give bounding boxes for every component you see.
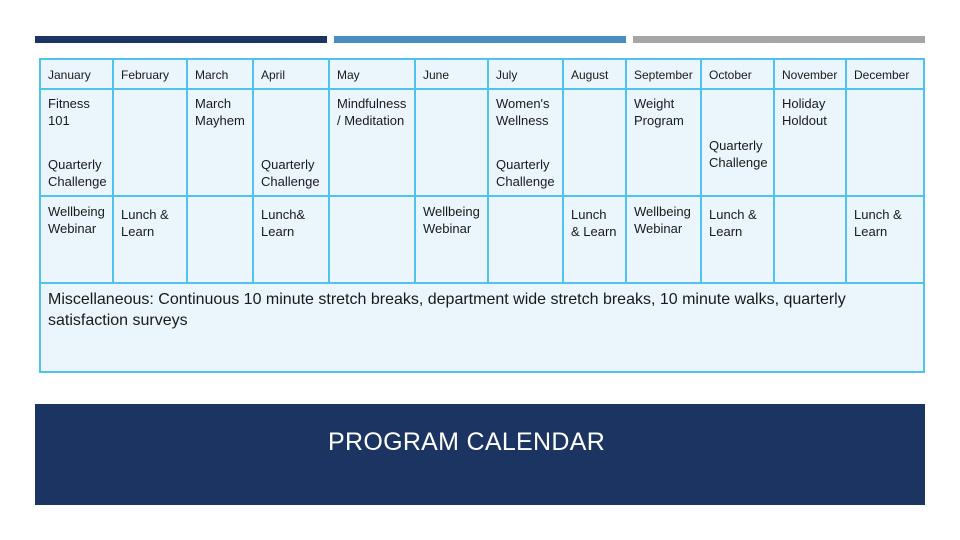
- cell-september-row2: [626, 196, 701, 283]
- program-holiday-holdout: Holiday Holdout: [782, 96, 827, 128]
- cell-august-row2: [563, 196, 626, 283]
- program-quarterly-challenge: Quarterly Challenge: [261, 157, 320, 189]
- month-header-march: March: [187, 59, 253, 89]
- program-womens-wellness: Women's Wellness: [496, 96, 550, 128]
- program-lunch-and-learn: Lunch & Learn: [709, 207, 757, 239]
- cell-september-row1: [626, 89, 701, 196]
- title-banner: [35, 404, 925, 505]
- program-lunch-and-learn: Lunch & Learn: [121, 207, 169, 239]
- cell-february-row2: [113, 196, 187, 283]
- month-header-january: January: [40, 59, 113, 89]
- program-wellbeing-webinar: Wellbeing Webinar: [423, 204, 480, 236]
- month-header-may: May: [329, 59, 415, 89]
- cell-december-row1: [846, 89, 924, 196]
- cell-march-row1: [187, 89, 253, 196]
- program-row-2: [40, 196, 924, 283]
- program-weight-program: Weight Program: [634, 96, 684, 128]
- accent-bar-navy: [35, 36, 327, 43]
- program-quarterly-challenge: Quarterly Challenge: [496, 157, 555, 189]
- accent-bar-gray: [633, 36, 925, 43]
- month-header-february: February: [113, 59, 187, 89]
- cell-november-row1: [774, 89, 846, 196]
- cell-february-row1: [113, 89, 187, 196]
- program-fitness-101: Fitness 101: [48, 96, 90, 128]
- month-header-july: July: [488, 59, 563, 89]
- page-title: PROGRAM CALENDAR: [328, 428, 606, 456]
- cell-august-row1: [563, 89, 626, 196]
- cell-march-row2: [187, 196, 253, 283]
- cell-june-row2: [415, 196, 488, 283]
- program-march-mayhem: March Mayhem: [195, 96, 245, 128]
- program-lunch-and-learn: Lunch& Learn: [261, 207, 306, 239]
- program-row-1: [40, 89, 924, 196]
- cell-october-row2: [701, 196, 774, 283]
- cell-july-row2: [488, 196, 563, 283]
- month-header-june: June: [415, 59, 488, 89]
- cell-october-row1: [701, 89, 774, 196]
- miscellaneous-note: Miscellaneous: Continuous 10 minute stretch breaks, department wide stretch breaks, 10 minute walks, quarterly satisfaction surveys: [40, 283, 924, 372]
- program-mindfulness-meditation: Mindfulness / Meditation: [337, 96, 407, 128]
- cell-january-row1: [40, 89, 113, 196]
- cell-april-row1: [253, 89, 329, 196]
- month-header-november: November: [774, 59, 846, 89]
- month-header-april: April: [253, 59, 329, 89]
- program-wellbeing-webinar: Wellbeing Webinar: [48, 204, 105, 236]
- accent-bar-blue: [334, 36, 626, 43]
- month-header-december: December: [846, 59, 924, 89]
- program-quarterly-challenge: Quarterly Challenge: [48, 157, 107, 189]
- program-quarterly-challenge: Quarterly Challenge: [709, 138, 768, 170]
- month-header-row: [40, 59, 924, 89]
- cell-april-row2: [253, 196, 329, 283]
- month-header-october: October: [701, 59, 774, 89]
- program-lunch-and-learn: Lunch & Learn: [854, 207, 902, 239]
- month-header-september: September: [626, 59, 701, 89]
- cell-december-row2: [846, 196, 924, 283]
- cell-may-row2: [329, 196, 415, 283]
- miscellaneous-row: [40, 283, 924, 372]
- program-calendar-table: [39, 58, 925, 373]
- program-lunch-and-learn: Lunch & Learn: [571, 207, 617, 239]
- program-wellbeing-webinar: Wellbeing Webinar: [634, 204, 691, 236]
- month-header-august: August: [563, 59, 626, 89]
- cell-june-row1: [415, 89, 488, 196]
- cell-july-row1: [488, 89, 563, 196]
- cell-january-row2: [40, 196, 113, 283]
- cell-may-row1: [329, 89, 415, 196]
- cell-november-row2: [774, 196, 846, 283]
